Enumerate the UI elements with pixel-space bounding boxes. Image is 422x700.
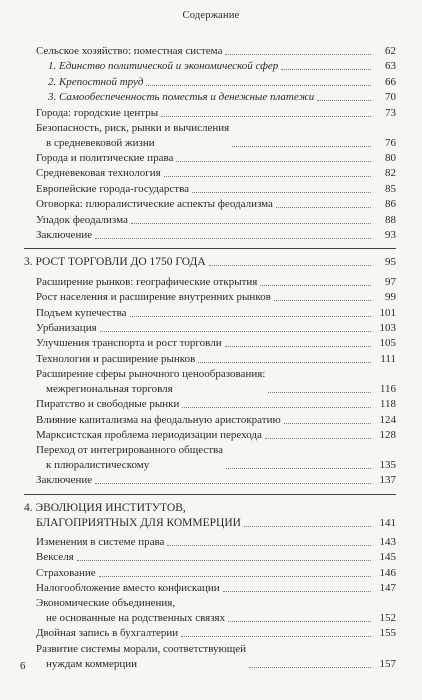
leader-dots — [228, 620, 371, 622]
toc-entry-title: Заключение — [36, 474, 93, 487]
toc-entry — [24, 182, 396, 197]
toc-entry — [24, 197, 396, 212]
leader-dots — [225, 345, 371, 347]
toc-entry — [24, 106, 396, 121]
toc-entry-title-line2: нуждам коммерции — [46, 657, 138, 670]
toc-chapter — [24, 255, 396, 270]
toc-entry-page: 101 — [379, 306, 396, 319]
toc-entry-page: 145 — [379, 551, 396, 564]
toc-entry — [24, 352, 396, 367]
toc-entry-page: 85 — [385, 182, 396, 195]
toc-entry — [24, 59, 396, 74]
toc-entry-page: 137 — [379, 474, 396, 487]
toc-entry-page: 63 — [385, 60, 396, 73]
toc-entry — [24, 75, 396, 90]
toc-entry — [24, 413, 396, 428]
toc-entry-title: Оговорка: плюралистические аспекты феодализма — [36, 198, 273, 211]
toc-entry — [24, 306, 396, 321]
toc-entry — [24, 367, 396, 397]
toc-entry-page: 152 — [379, 612, 396, 625]
toc-entry-title-line2: межрегиональная торговля — [46, 383, 173, 396]
leader-dots — [198, 361, 371, 363]
toc-entry-title: Влияние капитализма на феодальную аристократию — [36, 413, 281, 426]
toc-entry-title: Рост населения и расширение внутренних рынков — [36, 291, 271, 304]
toc-entry-title: Улучшения транспорта и рост торговли — [36, 337, 222, 350]
leader-dots — [276, 206, 371, 208]
toc-entry-title: 2. Крепостной труд — [48, 75, 144, 88]
toc-entry-title-line2: к плюралистическому — [46, 459, 150, 472]
toc-entry — [24, 626, 396, 641]
leader-dots — [244, 525, 371, 527]
toc-entry-page: 155 — [379, 627, 396, 640]
toc-entry-page: 105 — [379, 337, 396, 350]
leader-dots — [223, 590, 371, 592]
leader-dots — [161, 115, 371, 117]
leader-dots — [232, 145, 371, 147]
leader-dots — [268, 391, 371, 393]
toc-entry — [24, 321, 396, 336]
toc-entry-title — [24, 121, 229, 151]
toc-entry-title: Изменения в системе права — [36, 535, 165, 548]
toc-entry-title: Европейские города-государства — [36, 182, 190, 195]
toc-entry-page: 118 — [379, 398, 396, 411]
leader-dots — [176, 160, 371, 162]
leader-dots — [260, 284, 371, 286]
toc-entry-page: 146 — [379, 566, 396, 579]
toc-entry-title: Средневековая технология — [36, 167, 161, 180]
leader-dots — [284, 422, 371, 424]
toc-entry-title: 3. Самообеспеченность поместья и денежные платежи — [48, 91, 315, 104]
toc-entry — [24, 443, 396, 473]
toc-entry-page: 124 — [379, 413, 396, 426]
toc-entry — [24, 473, 396, 488]
toc-entry-page: 80 — [385, 152, 396, 164]
leader-dots — [317, 99, 371, 101]
toc-entry-page: 95 — [385, 256, 396, 269]
toc-entry-page: 111 — [380, 352, 396, 365]
toc-entry-title: Налогообложение вместо конфискации — [36, 582, 220, 594]
toc-entry-page: 103 — [379, 322, 396, 334]
leader-dots — [130, 315, 372, 317]
toc-entry-title — [24, 443, 223, 473]
toc-entry — [24, 428, 396, 443]
leader-dots — [209, 264, 371, 266]
toc-entry-title — [24, 596, 225, 626]
toc-entry — [24, 566, 396, 581]
toc-entry-title-line2: БЛАГОПРИЯТНЫХ ДЛЯ КОММЕРЦИИ — [36, 516, 241, 529]
toc-entry-title: 1. Единство политической и экономической сфер — [48, 60, 279, 73]
toc-entry-page: 93 — [385, 229, 396, 241]
toc-entry — [24, 166, 396, 181]
toc-entry-title — [24, 642, 246, 672]
leader-dots — [164, 175, 371, 177]
toc-entry-page: 70 — [385, 91, 396, 104]
leader-dots — [181, 635, 371, 637]
toc-entry-title-line1: Переход от интегрированного общества — [36, 444, 223, 457]
toc-chapter — [24, 501, 396, 531]
toc-entry — [24, 596, 396, 626]
leader-dots — [95, 237, 371, 239]
toc-entry — [24, 275, 396, 290]
toc-entry-title: Заключение — [36, 229, 93, 241]
toc-entry-title: Сельское хозяйство: поместная система — [36, 45, 223, 57]
toc-entry — [24, 151, 396, 166]
page-number: 6 — [20, 660, 26, 672]
toc-entry-title: Страхование — [36, 566, 96, 579]
toc-entry-title-line1: Развитие системы морали, соответствующей — [36, 642, 246, 655]
toc-entry — [24, 290, 396, 305]
toc-entry — [24, 90, 396, 105]
toc-entry-title: Двойная запись в бухгалтерии — [36, 627, 179, 640]
toc-entry — [24, 336, 396, 351]
toc-entry — [24, 44, 396, 59]
leader-dots — [167, 544, 371, 546]
toc-entry — [24, 397, 396, 412]
toc-entry-title — [24, 501, 241, 531]
toc-entry-title-line2: не основанные на родственных связях — [46, 612, 226, 625]
leader-dots — [131, 222, 371, 224]
toc-entry-page: 86 — [385, 198, 396, 211]
leader-dots — [77, 559, 371, 561]
toc-entry-title: Города: городские центры — [36, 106, 159, 119]
toc-entry-title — [24, 367, 265, 397]
toc-entry — [24, 581, 396, 596]
toc-entry-title: Подъем купечества — [36, 306, 127, 319]
leader-dots — [100, 330, 371, 332]
leader-dots — [249, 666, 371, 668]
leader-dots — [274, 299, 371, 301]
toc-entry-title-line2: в средневековой жизни — [46, 137, 155, 149]
toc-entry-page: 88 — [385, 213, 396, 226]
leader-dots — [281, 68, 371, 70]
running-header: Содержание — [182, 10, 240, 21]
toc-entry-page: 141 — [379, 516, 396, 529]
leader-dots — [182, 406, 371, 408]
toc-entry-page: 66 — [385, 75, 396, 88]
toc-entry — [24, 535, 396, 550]
toc-entry-title: Города и политические права — [36, 152, 174, 164]
leader-dots — [146, 84, 371, 86]
toc-entry-page: 82 — [385, 167, 396, 180]
toc-entry-title: Упадок феодализма — [36, 213, 128, 226]
toc-entry — [24, 213, 396, 228]
toc-entry-title: 3. РОСТ ТОРГОВЛИ ДО 1750 ГОДА — [24, 256, 206, 269]
toc-entry — [24, 121, 396, 151]
toc-entry — [24, 642, 396, 672]
toc-entry-title-line1: Расширение сферы рыночного ценообразования: — [36, 368, 266, 381]
toc-entry-title-line1: Безопасность, риск, рынки и вычисления — [36, 122, 230, 134]
leader-dots — [226, 467, 371, 469]
toc-entry — [24, 228, 396, 243]
toc-entry-title: Урбанизация — [36, 322, 97, 334]
toc-entry-page: 128 — [379, 429, 396, 441]
leader-dots — [265, 437, 371, 439]
toc-entry-page: 62 — [385, 45, 396, 57]
toc-entry-page: 135 — [379, 459, 396, 472]
toc-entry-title: Векселя — [36, 551, 74, 564]
toc-entry-page: 73 — [385, 106, 396, 119]
toc-entry-page: 116 — [379, 383, 396, 396]
leader-dots — [95, 482, 371, 484]
toc-entry-title: Технология и расширение рынков — [36, 352, 196, 365]
leader-dots — [225, 53, 371, 55]
toc-entry — [24, 550, 396, 565]
toc-entry-title: Пиратство и свободные рынки — [36, 398, 180, 411]
toc-entry-page: 99 — [385, 291, 396, 304]
toc-entry-page: 143 — [379, 535, 396, 548]
toc-entry-title: Марксистская проблема периодизации перехода — [36, 429, 262, 441]
leader-dots — [99, 575, 371, 577]
toc-entry-title-line1: 4. ЭВОЛЮЦИЯ ИНСТИТУТОВ, — [24, 501, 186, 514]
toc-entry-page: 76 — [385, 137, 396, 149]
toc-entry-page: 147 — [379, 582, 396, 594]
toc-entry-title-line1: Экономические объединения, — [36, 597, 176, 610]
section-divider — [24, 494, 396, 495]
toc-entry-page: 157 — [379, 657, 396, 670]
toc-entry-title: Расширение рынков: географические открытия — [36, 275, 258, 288]
leader-dots — [192, 191, 371, 193]
toc-entry-page: 97 — [385, 275, 396, 288]
section-divider — [24, 248, 396, 249]
